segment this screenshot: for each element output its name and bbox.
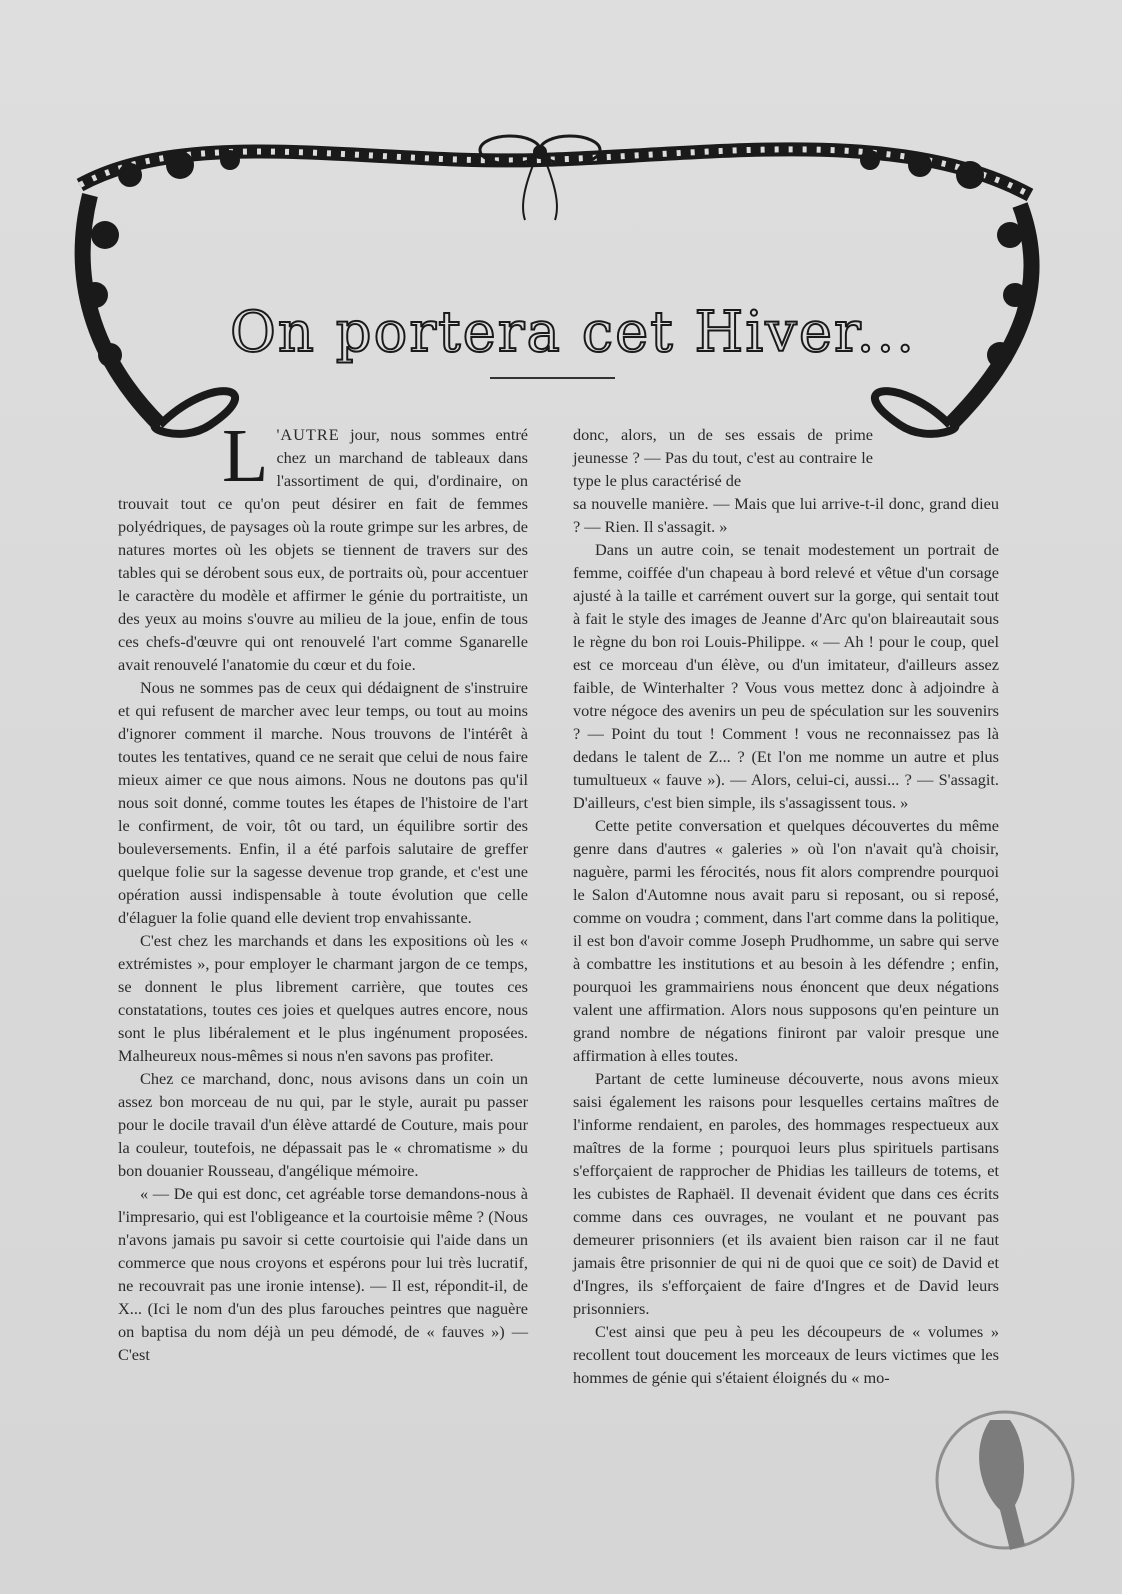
paragraph: Partant de cette lumineuse découverte, nous avons mieux saisi également les raisons pour lesquelles certains maîtres de l'informe rendaient, en paroles, des hommages respectueux aux maîtres de la forme ; pourquoi leurs plus spirituels partisans s'efforçaient de rapprocher de Phidias les tailleurs de totems, et les cubistes de Raphaël. Il devenait évident que dans ces écrits comme dans ces ouvrages, ne voulant et ne pouvant pas demeurer prisonniers (et ils avaient bien raison car il ne faut jamais être prisonnier de qui ni de quoi que ce soit) de David et d'Ingres, ils s'efforçaient de faire d'Ingres et de David leurs prisonniers. (573, 1069, 999, 1318)
paragraph: C'est ainsi que peu à peu les découpeurs de « volumes » recollent tout doucement les morceaux de leurs victimes que les hommes de génie qui s'étaient éloignés du « mo- (573, 1322, 999, 1387)
paragraph: « — De qui est donc, cet agréable torse demandons-nous à l'impresario, qui est l'obligeance et la courtoisie même ? (Nous n'avons jamais pu savoir si cette courtoisie qui l'aide dans un commerce que nous croyons et espérons pour lui très lucratif, ne recouvrait pas une ironie intense). — Il est, répondit-il, de X... (Ici le nom d'un des plus farouches peintres que naguère on baptisa du nom déjà un peu démodé, de « fauves ») — C'est (118, 1184, 528, 1364)
left-column (118, 414, 528, 1366)
right-column (573, 423, 999, 1389)
paragraph (118, 414, 528, 676)
paragraph: Chez ce marchand, donc, nous avisons dans un coin un assez bon morceau de nu qui, par le style, aurait pu passer pour le docile travail d'un élève attardé de Couture, mais pour la couleur, toutefois, ne dépassait pas le « chromatisme » du bon douanier Rousseau, d'angélique mémoire. (118, 1069, 528, 1180)
paragraph: C'est chez les marchands et dans les expositions où les « extrémistes », pour employer le charmant jargon de ce temps, se donnent le plus librement carrière, que toutes ces constatations, toutes ces joies et quelques autres encore, nous sont le plus libéralement et le plus ingénument proposées. Malheureux nous-mêmes si nous n'en savons pas profiter. (118, 931, 528, 1065)
paragraph: Dans un autre coin, se tenait modestement un portrait de femme, coiffée d'un chapeau à bord relevé et vêtue d'un corsage ajusté à la taille et carrément ouvert sur la gorge, qui sentait tout à fait le style des images de Jeanne d'Arc qu'on blaireautait sous le règne du bon roi Louis-Philippe. « — Ah ! pour le coup, quel est ce morceau d'un élève, ou d'un imitateur, d'ailleurs assez faible, de Winterhalter ? Vous vous mettez donc à adjoindre à votre négoce des avenirs un peu de spéculation sur les souvenirs ? — Point du tout ! Comment ! vous ne reconnaissez pas là dedans le talent de Z... ? (Et l'on me nomme un autre et plus tumultueux « fauve »). — Alors, celui-ci, aussi... ? — S'assagit. D'ailleurs, c'est bien simple, ils s'assagissent tous. » (573, 540, 999, 812)
title-divider (490, 377, 615, 379)
library-stamp-watermark (930, 1400, 1080, 1560)
lead-word: 'AUTRE (276, 425, 340, 444)
article-title: On portera cet Hiver... (230, 300, 917, 365)
paragraph-continued: sa nouvelle manière. — Mais que lui arrive-t-il donc, grand dieu ? — Rien. Il s'assagit. » (573, 494, 999, 536)
floral-garland-ornament (70, 125, 1040, 455)
drop-cap: L (222, 414, 269, 498)
paragraph-text: jour, nous sommes entré chez un marchand de tableaux dans l'assortiment de qui, d'ordinaire, on trouvait tout ce qu'on peut désirer en fait de femmes polyédriques, de paysages où la route grimpe sur les arbres, de natures mortes où les objets se tiennent de travers sur des tables qui se dérobent sous eux, de portraits où, pour accentuer le caractère du modèle et affirmer le génie du portraitiste, un des yeux au moins s'ouvre au milieu de la joue, enfin de tous ces chefs-d'œuvre qui ont renouvelé l'art comme Sganarelle avait renouvelé l'anatomie du cœur et du foie. (118, 425, 528, 674)
paragraph-continued: donc, alors, un de ses essais de prime jeunesse ? — Pas du tout, c'est au contraire le type le plus caractérisé de (573, 425, 873, 490)
paragraph: Nous ne sommes pas de ceux qui dédaignent de s'instruire et qui refusent de marcher avec leur temps, ou tout au moins d'ignorer comment il marche. Nous trouvons de l'intérêt à toutes les tentatives, quand ce ne serait que celui de nous faire mieux aimer ce que nous aimons. Nous ne doutons pas qu'il nous soit donné, comme toutes les étapes de l'histoire de l'art le confirment, de voir, tôt ou tard, un équilibre sortir des bouleversements. Enfin, il a été parfois salutaire de greffer quelque folie sur la sagesse devenue trop grande, et c'est une opération aussi indispensable à toute évolution que celle d'élaguer la folie quand elle devient trop envahissante. (118, 678, 528, 927)
paragraph: Cette petite conversation et quelques découvertes du même genre dans d'autres « galeries » où l'on n'avait qu'à choisir, naguère, parmi les férocités, nous fit alors comprendre pourquoi le Salon d'Automne nous avait paru si reposant, ou si reposé, comme on voudra ; comment, dans l'art comme dans la politique, il est bon d'avoir comme Joseph Prudhomme, un sabre qui serve à combattre les institutions et au besoin à les défendre ; enfin, pourquoi les grammairiens nous énoncent que deux négations valent une affirmation. Alors nous supposons qu'en peinture un grand nombre de négations finiront par valoir presque une affirmation à elles toutes. (573, 816, 999, 1065)
